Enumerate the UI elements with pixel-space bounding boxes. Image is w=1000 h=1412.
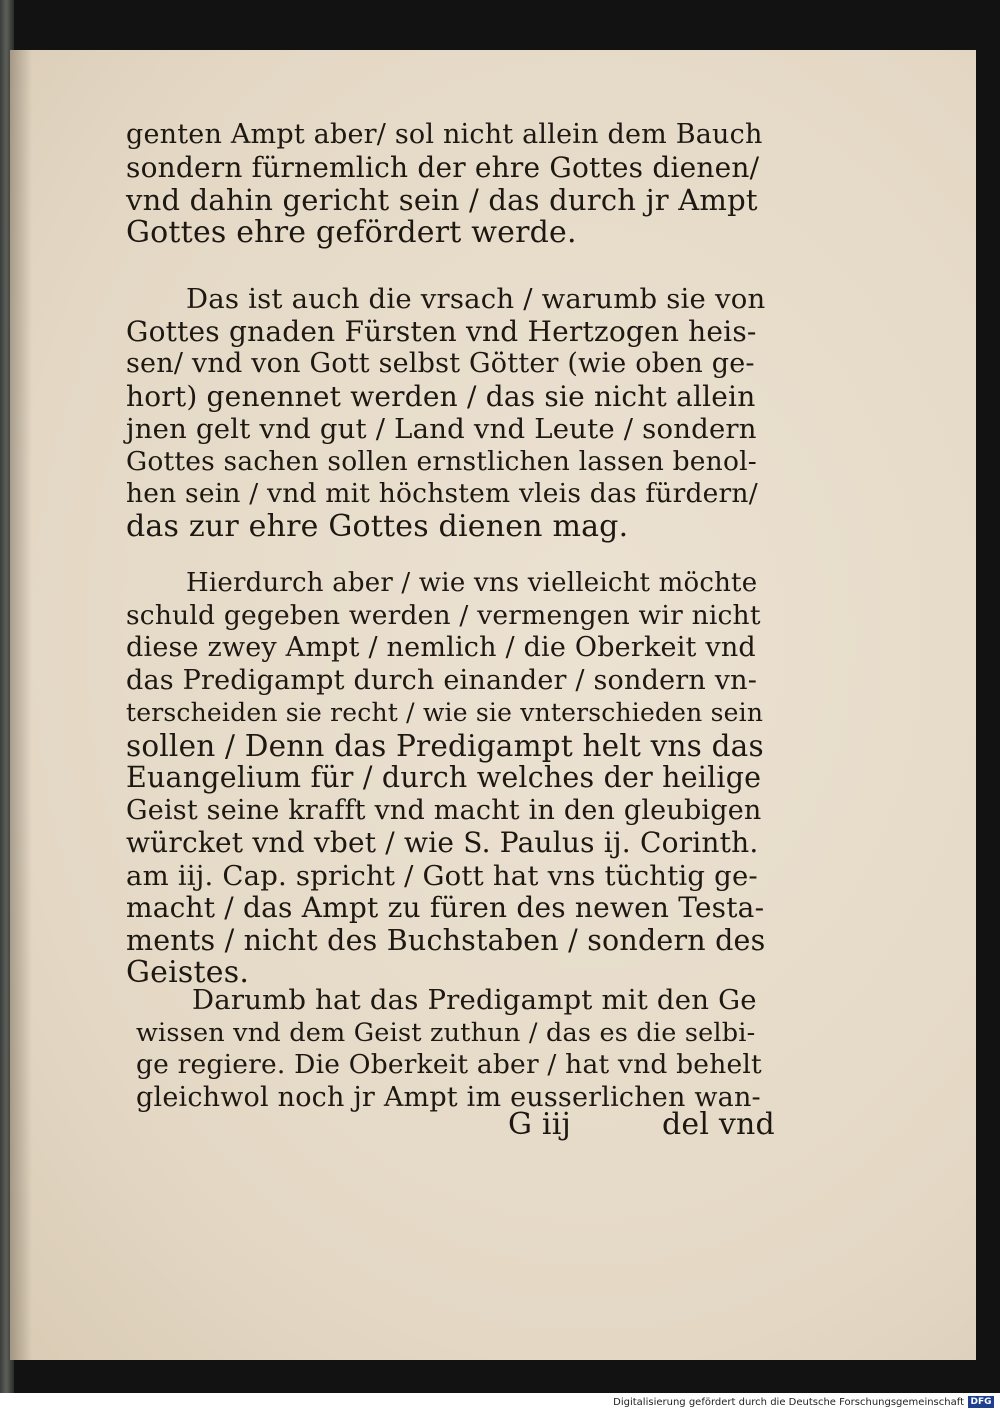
text-line: diese zwey Ampt / nemlich / die Oberkeit vnd	[126, 632, 756, 663]
text-line: Gottes sachen sollen ernstlichen lassen benol-	[126, 445, 757, 477]
funding-credit: Digitalisierung gefördert durch die Deutsche Forschungsgemeinschaft	[613, 1397, 964, 1408]
text-line: Darumb hat das Predigampt mit den Ge	[192, 984, 757, 1016]
text-line: ge regiere. Die Oberkeit aber / hat vnd behelt	[136, 1049, 762, 1080]
text-line: am iij. Cap. spricht / Gott hat vns tüchtig ge-	[126, 859, 758, 892]
text-line: würcket vnd vbet / wie S. Paulus ij. Corinth.	[126, 826, 759, 859]
text-line: sen/ vnd von Gott selbst Götter (wie oben ge-	[126, 348, 755, 379]
text-line: hen sein / vnd mit höchstem vleis das fürdern/	[126, 478, 758, 509]
text-line: vnd dahin gericht sein / das durch jr Ampt	[126, 183, 758, 217]
text-line: genten Ampt aber/ sol nicht allein dem Bauch	[126, 119, 763, 150]
text-line: ments / nicht des Buchstaben / sondern des	[126, 923, 766, 957]
page-gutter-shadow	[10, 50, 32, 1360]
text-line: terscheiden sie recht / wie sie vnterschieden sein	[126, 698, 764, 727]
text-line: macht / das Ampt zu füren des newen Testa-	[126, 891, 765, 924]
text-line: Das ist auch die vrsach / warumb sie von	[186, 283, 766, 315]
text-line: Euangelium für / durch welches der heilige	[126, 761, 762, 794]
text-line: wissen vnd dem Geist zuthun / das es die selbi-	[136, 1017, 756, 1048]
text-line: das Predigampt durch einander / sondern vn-	[126, 664, 758, 696]
text-line: hort) genennet werden / das sie nicht allein	[126, 379, 756, 413]
text-line: gleichwol noch jr Ampt im eusserlichen wan-	[136, 1081, 761, 1113]
text-line: sondern fürnemlich der ehre Gottes dienen/	[126, 150, 760, 184]
text-line: das zur ehre Gottes dienen mag.	[126, 508, 629, 544]
text-line: Hierdurch aber / wie vns vielleicht möchte	[186, 568, 758, 598]
text-line: Geistes.	[126, 955, 250, 990]
catchword: del vnd	[662, 1107, 775, 1142]
text-line: schuld gegeben werden / vermengen wir nicht	[126, 599, 761, 631]
text-line: sollen / Denn das Predigampt helt vns das	[126, 728, 764, 763]
text-line: Geist seine krafft vnd macht in den gleubigen	[126, 794, 762, 826]
text-line: Gottes gnaden Fürsten vnd Hertzogen heis-	[126, 314, 757, 348]
signature-mark: G iij	[508, 1107, 571, 1142]
text-line: Gottes ehre gefördert werde.	[126, 214, 577, 250]
text-line: jnen gelt vnd gut / Land vnd Leute / sondern	[126, 413, 757, 445]
dfg-logo: DFG	[968, 1396, 994, 1408]
